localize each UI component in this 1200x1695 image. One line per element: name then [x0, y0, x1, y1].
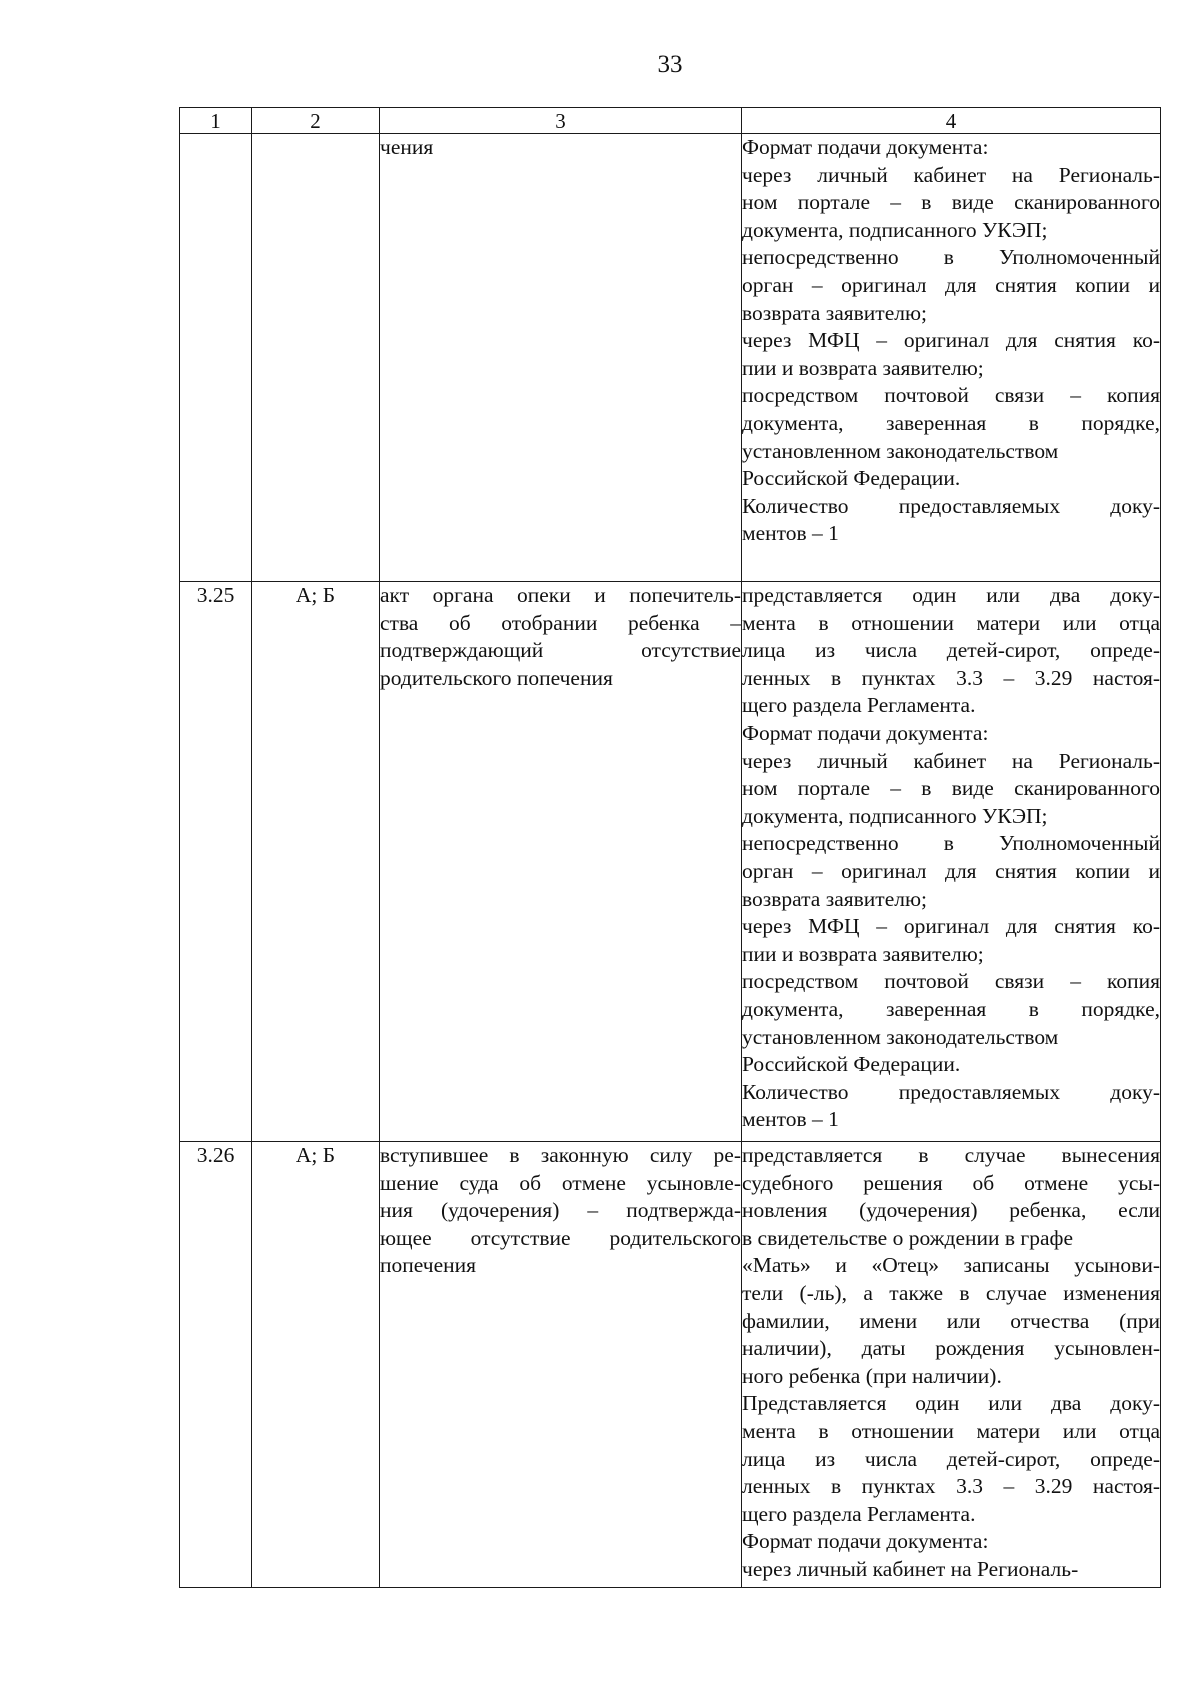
- text-line: представляется один или два доку-: [742, 583, 1160, 607]
- text-line: пии и возврата заявителю;: [742, 355, 984, 380]
- category-cell: [252, 134, 380, 582]
- text-line: Российской Федерации.: [742, 1052, 961, 1077]
- text-line: щего раздела Регламента.: [742, 693, 976, 718]
- text-line: документа, подписанного УКЭП;: [742, 803, 1048, 828]
- text-line: Количество предоставляемых доку-: [742, 1079, 1160, 1104]
- text-line: тели (-ль), а также в случае изменения: [742, 1280, 1160, 1305]
- document-name-cell: [380, 134, 742, 582]
- text-line: документа, заверенная в порядке,: [742, 410, 1160, 435]
- text-line: документа, подписанного УКЭП;: [742, 217, 1048, 242]
- text-line: через МФЦ – оригинал для снятия ко-: [742, 328, 1160, 353]
- document-details-cell: [742, 582, 1161, 1142]
- page-number: 33: [657, 51, 683, 78]
- header-col-3: 3: [380, 108, 742, 134]
- text-line: акт органа опеки и попечитель-: [380, 583, 741, 607]
- text-line: наличии), даты рождения усыновлен-: [742, 1336, 1160, 1361]
- text-line: непосредственно в Уполномоченный: [742, 831, 1160, 856]
- document-details-cell: [742, 1142, 1161, 1588]
- text-line: родительского попечения: [380, 665, 613, 690]
- row-number-cell: [180, 134, 252, 582]
- table-header-row: [180, 108, 1161, 134]
- document-name-cell: [380, 1142, 742, 1588]
- requirements-table: [179, 107, 1161, 1588]
- text-line: ющее отсутствие родительского: [380, 1225, 741, 1250]
- text-line: подтверждающий отсутствие: [380, 638, 741, 663]
- text-line: возврата заявителю;: [742, 886, 927, 911]
- text-line: Формат подачи документа:: [742, 720, 989, 745]
- text-line: ства об отобрании ребенка –: [380, 610, 741, 635]
- text-line: новления (удочерения) ребенка, если: [742, 1198, 1160, 1223]
- text-line: Российской Федерации.: [742, 466, 961, 491]
- text-line: ного ребенка (при наличии).: [742, 1363, 1002, 1388]
- text-line: чения: [380, 135, 434, 159]
- text-line: через личный кабинет на Региональ-: [742, 1556, 1079, 1581]
- text-line: щего раздела Регламента.: [742, 1501, 976, 1526]
- text-line: Представляется один или два доку-: [742, 1391, 1160, 1416]
- text-line: ментов – 1: [742, 1107, 839, 1132]
- row-number-cell: 3.25: [180, 582, 252, 1142]
- text-line: мента в отношении матери или отца: [742, 1418, 1160, 1443]
- text-line: через МФЦ – оригинал для снятия ко-: [742, 914, 1160, 939]
- text-line: попечения: [380, 1253, 477, 1278]
- text-line: Формат подачи документа:: [742, 135, 989, 159]
- text-line: посредством почтовой связи – копия: [742, 969, 1160, 994]
- table-row: [180, 582, 1161, 1142]
- text-line: установленном законодательством: [742, 438, 1059, 463]
- text-line: установленном законодательством: [742, 1024, 1059, 1049]
- text-line: через личный кабинет на Региональ-: [742, 162, 1160, 187]
- text-line: орган – оригинал для снятия копии и: [742, 272, 1160, 297]
- text-line: ния (удочерения) – подтвержда-: [380, 1198, 741, 1223]
- text-line: Формат подачи документа:: [742, 1529, 989, 1554]
- row-number-cell: 3.26: [180, 1142, 252, 1588]
- text-line: «Мать» и «Отец» записаны усынови-: [742, 1253, 1160, 1278]
- text-line: пии и возврата заявителю;: [742, 941, 984, 966]
- text-line: ном портале – в виде сканированного: [742, 190, 1160, 215]
- category-cell: А; Б: [252, 1142, 380, 1588]
- text-line: посредством почтовой связи – копия: [742, 383, 1160, 408]
- header-col-2: 2: [252, 108, 380, 134]
- table-row: [180, 134, 1161, 582]
- text-line: судебного решения об отмене усы-: [742, 1170, 1160, 1195]
- text-line: ленных в пунктах 3.3 – 3.29 настоя-: [742, 1474, 1160, 1499]
- text-line: в свидетельстве о рождении в графе: [742, 1225, 1073, 1250]
- header-col-4: 4: [742, 108, 1161, 134]
- header-col-1: 1: [180, 108, 252, 134]
- text-line: ленных в пунктах 3.3 – 3.29 настоя-: [742, 665, 1160, 690]
- text-line: через личный кабинет на Региональ-: [742, 748, 1160, 773]
- text-line: ментов – 1: [742, 521, 839, 546]
- document-name-cell: [380, 582, 742, 1142]
- text-line: шение суда об отмене усыновле-: [380, 1170, 741, 1195]
- text-line: вступившее в законную силу ре-: [380, 1143, 741, 1167]
- table-row: [180, 1142, 1161, 1588]
- text-line: лица из числа детей-сирот, опреде-: [742, 1446, 1160, 1471]
- text-line: непосредственно в Уполномоченный: [742, 245, 1160, 270]
- text-line: представляется в случае вынесения: [742, 1143, 1160, 1167]
- category-cell: А; Б: [252, 582, 380, 1142]
- text-line: мента в отношении матери или отца: [742, 610, 1160, 635]
- text-line: орган – оригинал для снятия копии и: [742, 858, 1160, 883]
- text-line: ном портале – в виде сканированного: [742, 776, 1160, 801]
- text-line: возврата заявителю;: [742, 300, 927, 325]
- text-line: лица из числа детей-сирот, опреде-: [742, 638, 1160, 663]
- document-details-cell: [742, 134, 1161, 582]
- text-line: Количество предоставляемых доку-: [742, 493, 1160, 518]
- text-line: документа, заверенная в порядке,: [742, 996, 1160, 1021]
- text-line: фамилии, имени или отчества (при: [742, 1308, 1160, 1333]
